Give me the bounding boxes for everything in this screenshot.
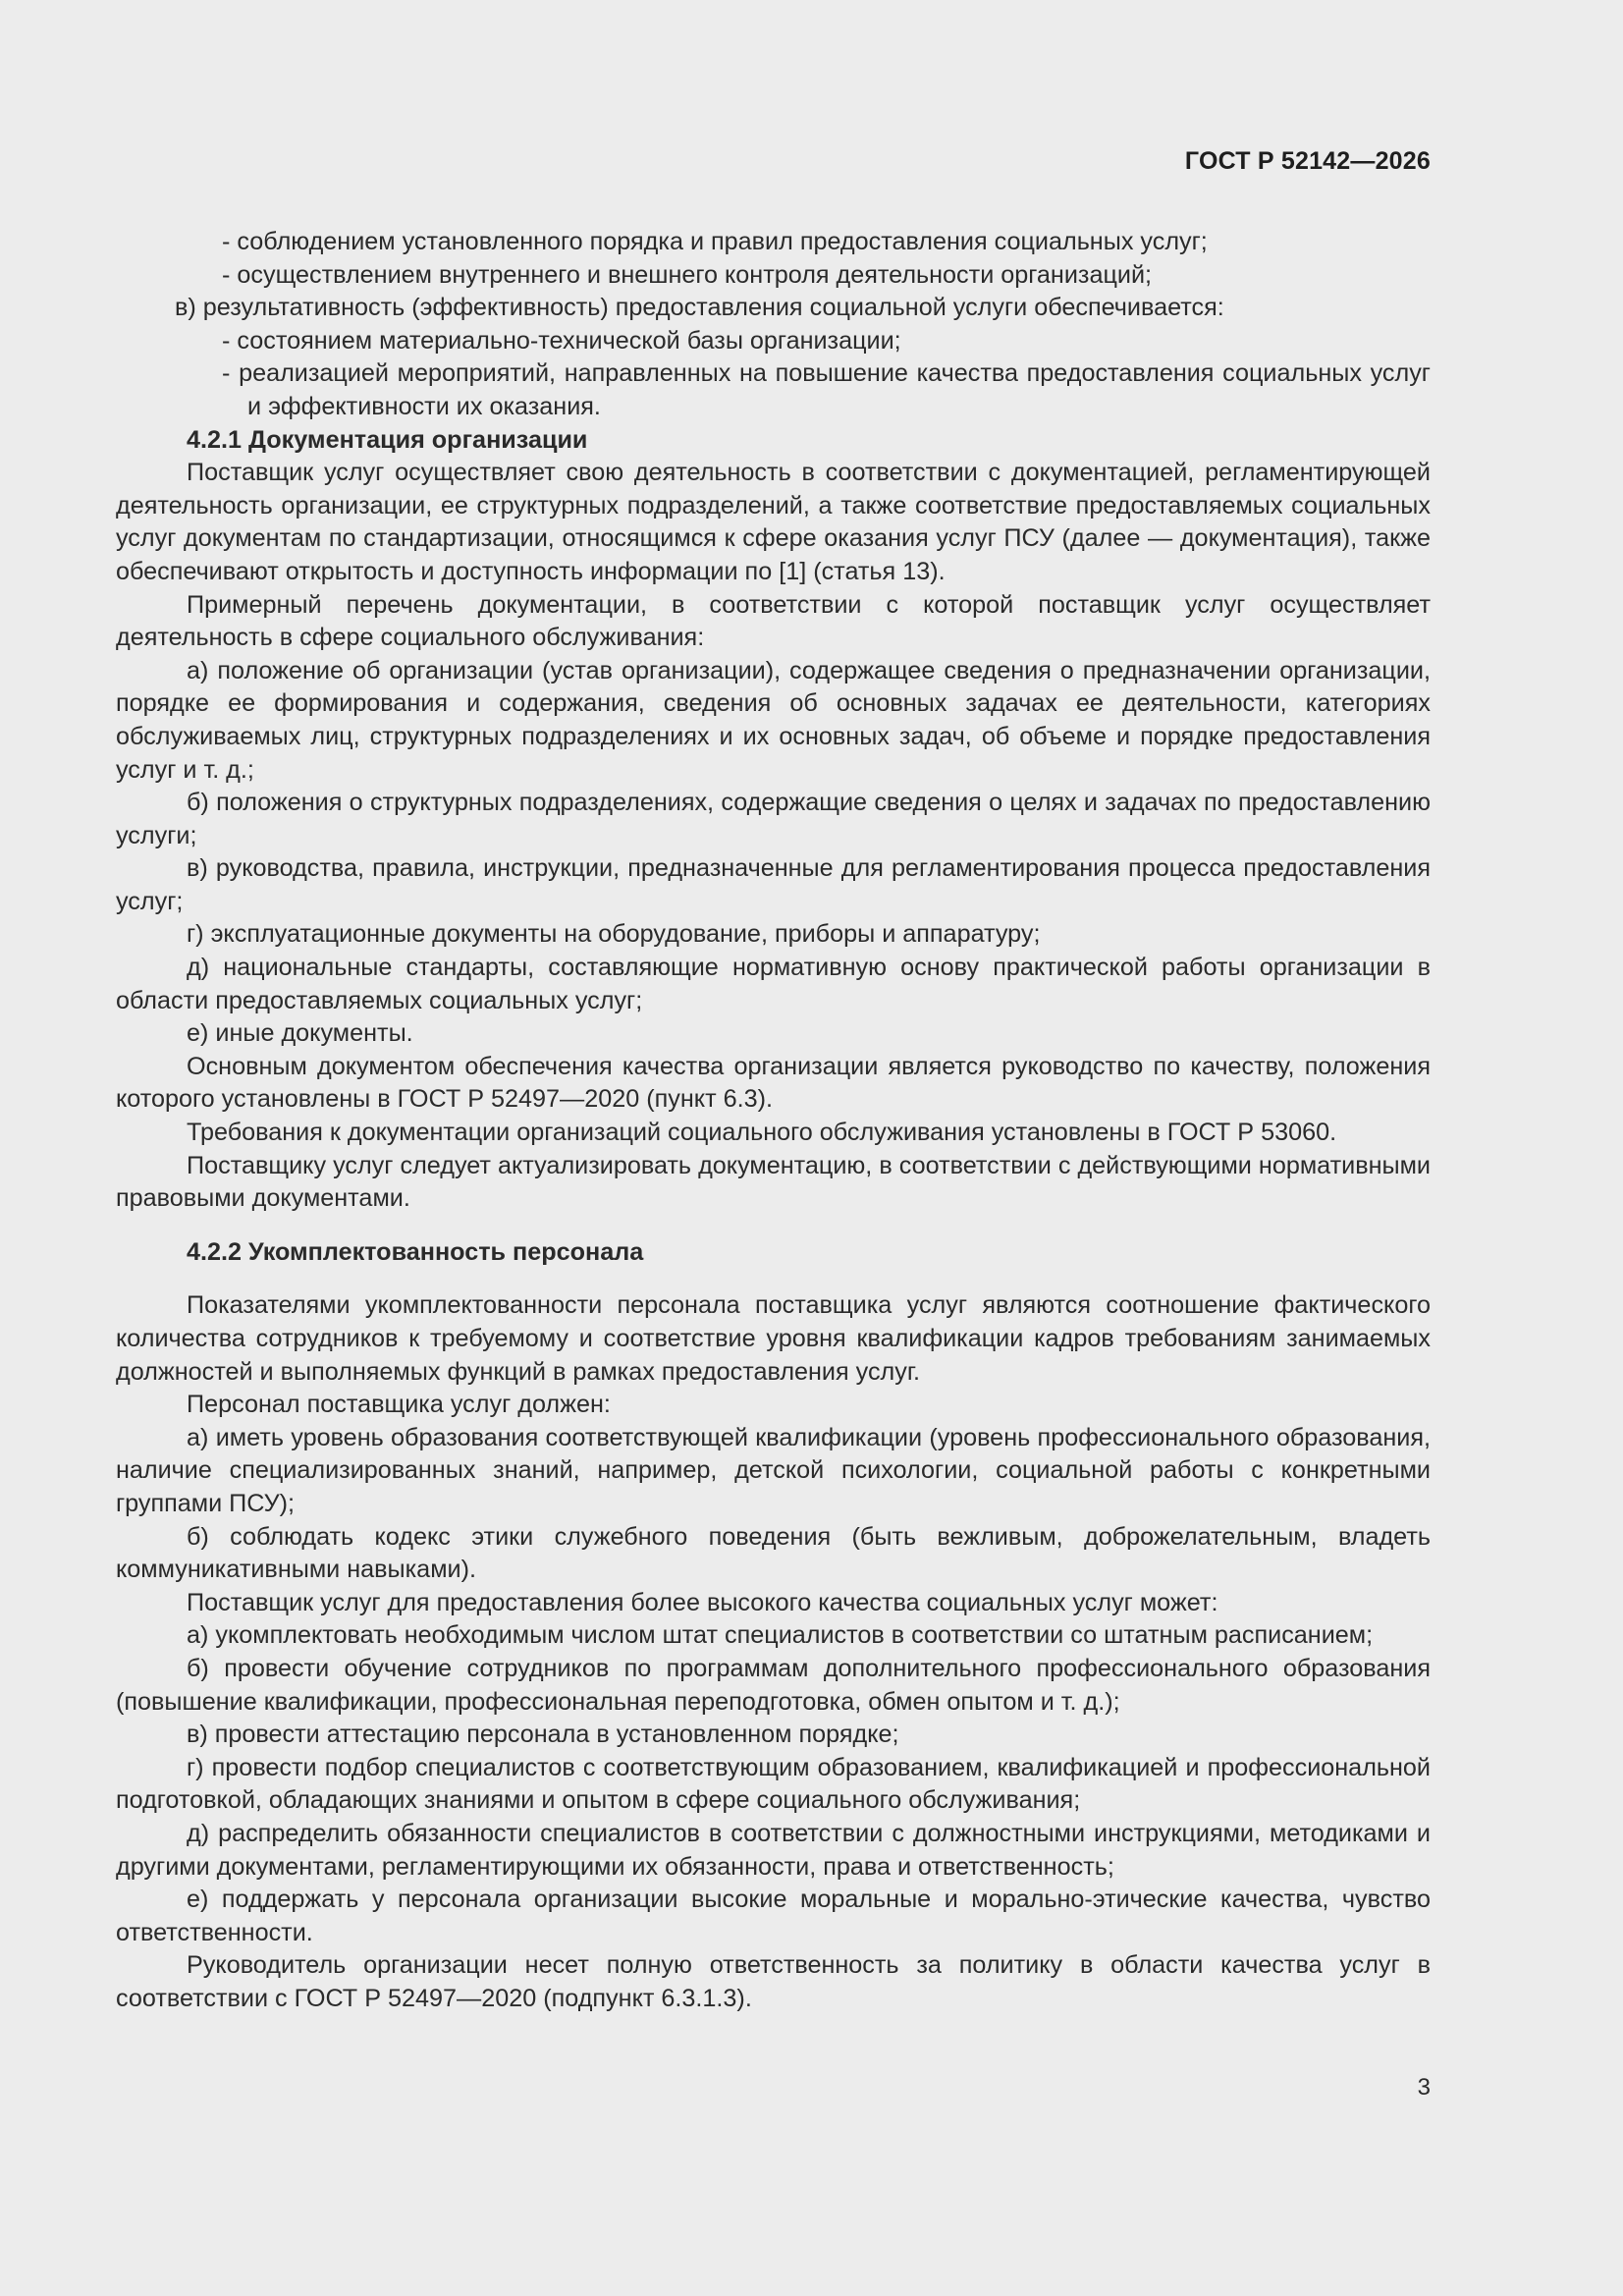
list-item: е) иные документы. <box>187 1019 413 1048</box>
document-number: ГОСТ Р 52142—2026 <box>1184 147 1431 175</box>
list-item: - соблюдением установленного порядка и правил предоставления социальных услуг; <box>222 228 1208 255</box>
section-heading: 4.2.2 Укомплектованность персонала <box>187 1237 644 1266</box>
paragraph: Примерный перечень документации, в соответствии с которой поставщик услуг осуществляет деятельность в сфере социального обслуживания: <box>116 590 1431 652</box>
list-item: д) национальные стандарты, составляющие нормативную основу практической работы организации в области предоставляемых социальных услуг; <box>116 954 1431 1014</box>
list-item: - состоянием материально-технической базы организации; <box>222 326 901 355</box>
list-item: д) распределить обязанности специалистов в соответствии с должностными инструкциями, методиками и другими документами, регламентирующими их обязанности, права и ответственность; <box>116 1819 1431 1881</box>
list-item: а) укомплектовать необходимым числом штат специалистов в соответствии со штатным расписанием; <box>187 1621 1374 1650</box>
list-item: б) провести обучение сотрудников по программам дополнительного профессионального образования (повышение квалификации, профессиональная переподготовка, обмен опытом и т. д.); <box>116 1654 1431 1716</box>
page-number: 3 <box>1417 2074 1431 2101</box>
paragraph: Персонал поставщика услуг должен: <box>187 1391 611 1419</box>
document-body <box>116 226 1431 2015</box>
list-item: а) положение об организации (устав организации), содержащее сведения о предназначении организации, порядке ее формирования и содержания, сведения об основных задачах ее деятельности, категориях обслуживаемых лиц, структурных подразделениях и их основных задач, об объеме и порядке предоставления услуг и т. д.; <box>116 656 1431 784</box>
paragraph: Основным документом обеспечения качества организации является руководство по качеству, положения которого установлены в ГОСТ Р 52497—2020 (пункт 6.3). <box>116 1052 1431 1114</box>
list-item: в) результативность (эффективность) предоставления социальной услуги обеспечивается: <box>175 294 1224 322</box>
list-item: в) провести аттестацию персонала в установленном порядке; <box>187 1721 899 1749</box>
list-item: - реализацией мероприятий, направленных на повышение качества предоставления социальных услуг и эффективности их оказания. <box>222 359 1431 420</box>
list-item: б) положения о структурных подразделениях, содержащие сведения о целях и задачах по предоставлению услуги; <box>116 789 1431 849</box>
list-item: г) провести подбор специалистов с соответствующим образованием, квалификацией и профессиональной подготовкой, обладающих знаниями и опытом в сфере социального обслуживания; <box>116 1753 1431 1815</box>
paragraph: Требования к документации организаций социального обслуживания установлены в ГОСТ Р 53060. <box>187 1119 1337 1147</box>
paragraph: Поставщику услуг следует актуализировать документацию, в соответствии с действующими нормативными правовыми документами. <box>116 1151 1431 1213</box>
list-item: е) поддержать у персонала организации высокие моральные и морально-этические качества, чувство ответственности. <box>116 1886 1431 1946</box>
list-item: - осуществлением внутреннего и внешнего контроля деятельности организаций; <box>222 260 1153 289</box>
section-heading: 4.2.1 Документация организации <box>187 425 588 454</box>
paragraph: Руководитель организации несет полную ответственность за политику в области качества услуг в соответствии с ГОСТ Р 52497—2020 (подпункт 6.3.1.3). <box>116 1951 1431 2012</box>
list-item: г) эксплуатационные документы на оборудование, приборы и аппаратуру; <box>187 920 1041 949</box>
list-item: в) руководства, правила, инструкции, предназначенные для регламентирования процесса предоставления услуг; <box>116 854 1431 915</box>
list-item: а) иметь уровень образования соответствующей квалификации (уровень профессионального образования, наличие специализированных знаний, например, детской психологии, социальной работы с конкретными группами ПСУ); <box>116 1423 1431 1517</box>
paragraph: Показателями укомплектованности персонала поставщика услуг являются соотношение фактического количества сотрудников к требуемому и соответствие уровня квалификации кадров требованиям занимаемых должностей и выполняемых функций в рамках предоставления услуг. <box>116 1291 1431 1386</box>
paragraph: Поставщик услуг для предоставления более высокого качества социальных услуг может: <box>187 1588 1218 1616</box>
list-item: б) соблюдать кодекс этики служебного поведения (быть вежливым, доброжелательным, владеть коммуникативными навыками). <box>116 1522 1431 1584</box>
paragraph: Поставщик услуг осуществляет свою деятельность в соответствии с документацией, регламентирующей деятельность организации, ее структурных подразделений, а также соответствие предоставляемых социальных услуг документам по стандартизации, относящимся к сфере оказания услуг ПСУ (далее — документация), также обеспечивают открытость и доступность информации по [1] (статья 13). <box>116 459 1431 585</box>
